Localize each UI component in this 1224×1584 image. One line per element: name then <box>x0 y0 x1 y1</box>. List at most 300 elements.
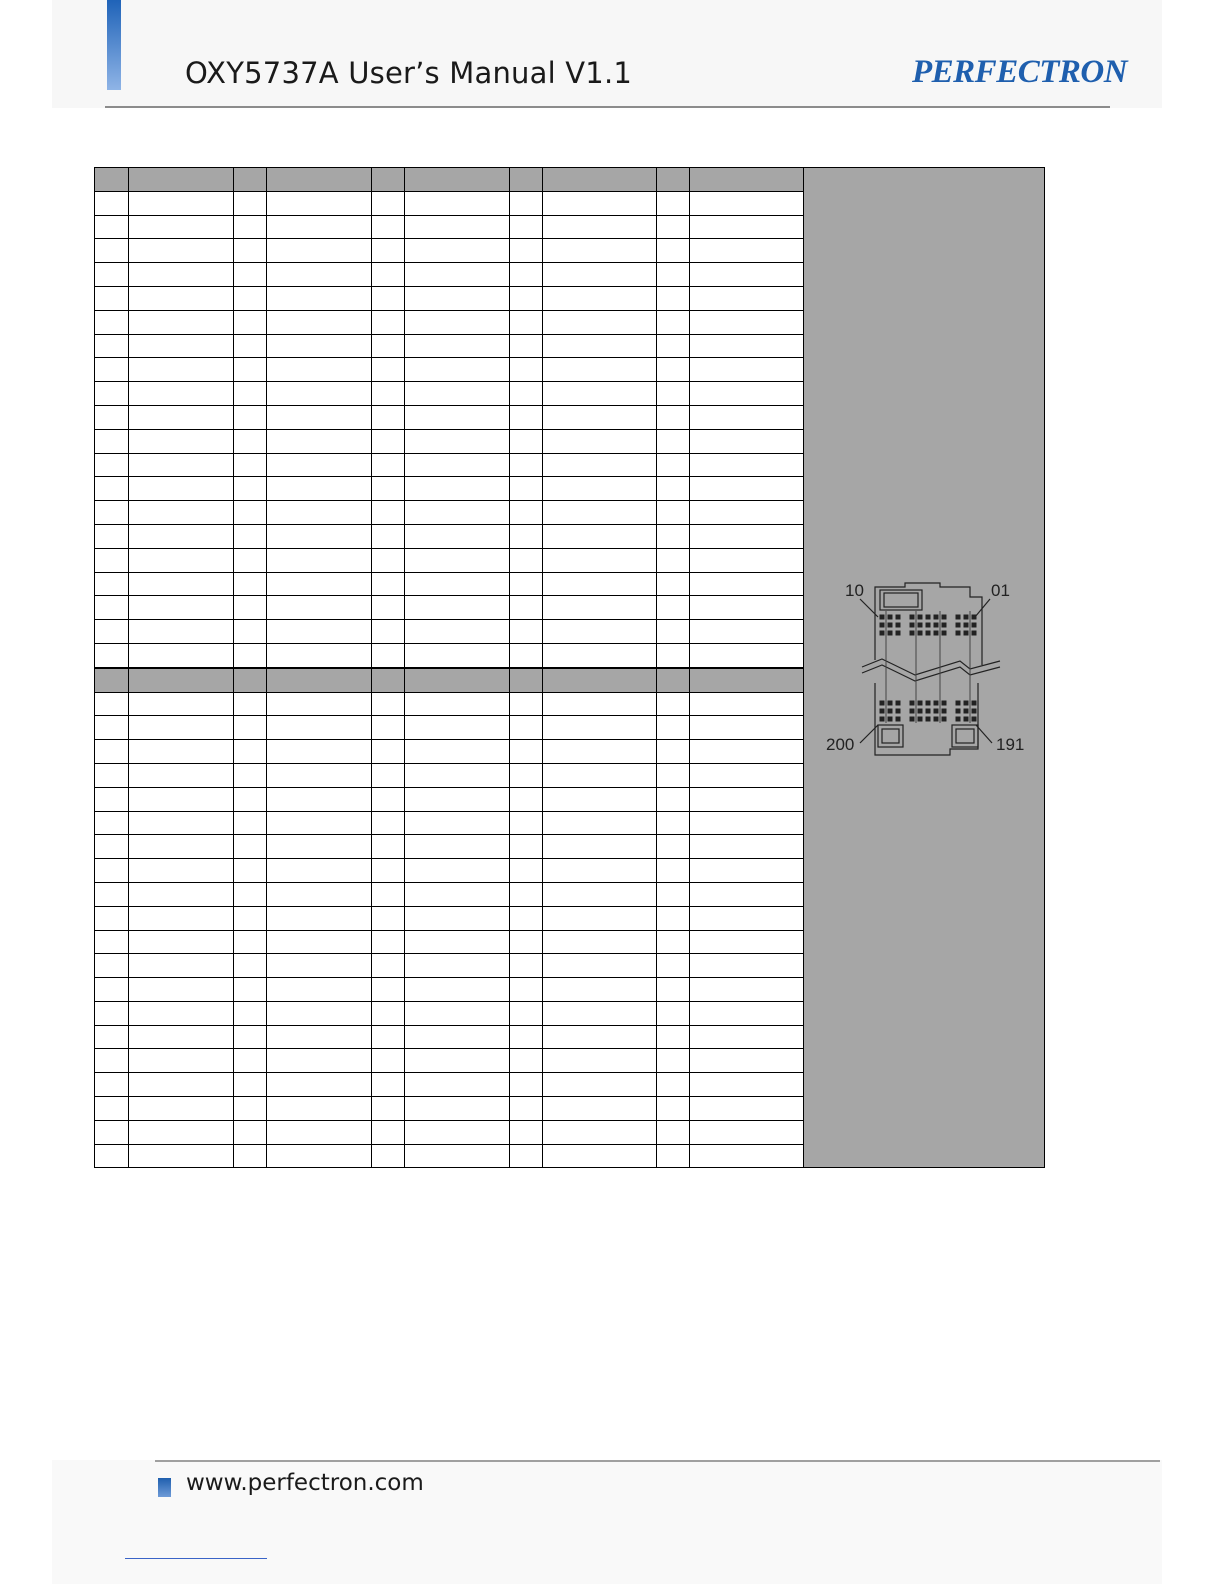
table-cell <box>543 168 657 192</box>
table-cell <box>95 1073 129 1097</box>
table-cell <box>405 1120 510 1144</box>
table-cell <box>690 405 804 429</box>
table-cell <box>657 548 690 572</box>
table-cell <box>510 572 543 596</box>
table-cell <box>510 1073 543 1097</box>
table-cell <box>372 668 405 692</box>
table-cell <box>95 1144 129 1168</box>
table-cell <box>510 524 543 548</box>
table-cell <box>129 405 234 429</box>
table-cell <box>267 763 372 787</box>
table-cell <box>510 1120 543 1144</box>
table-cell <box>657 978 690 1002</box>
table-cell <box>657 787 690 811</box>
table-cell <box>510 763 543 787</box>
table-cell <box>657 763 690 787</box>
table-cell <box>267 286 372 310</box>
table-cell <box>267 740 372 764</box>
table-cell <box>234 572 267 596</box>
table-cell <box>657 930 690 954</box>
footer-link-underline <box>125 1558 267 1559</box>
connector-pin <box>910 631 915 636</box>
table-cell <box>405 263 510 287</box>
table-cell <box>95 811 129 835</box>
table-cell <box>510 811 543 835</box>
connector-pin <box>956 701 961 706</box>
table-cell <box>510 859 543 883</box>
table-cell <box>657 1097 690 1121</box>
table-cell <box>543 930 657 954</box>
table-cell <box>405 548 510 572</box>
connector-outline <box>860 583 1000 755</box>
table-cell <box>267 716 372 740</box>
table-cell <box>372 334 405 358</box>
table-cell <box>543 1097 657 1121</box>
table-cell <box>543 859 657 883</box>
table-cell <box>372 1001 405 1025</box>
table-cell <box>129 215 234 239</box>
table-cell <box>543 954 657 978</box>
connector-pin <box>896 717 901 722</box>
footer-divider <box>155 1460 1160 1462</box>
connector-pin <box>880 615 885 620</box>
table-cell <box>690 668 804 692</box>
table-cell <box>690 763 804 787</box>
table-cell <box>510 215 543 239</box>
table-cell <box>267 1073 372 1097</box>
connector-pin <box>972 623 977 628</box>
table-cell <box>372 596 405 620</box>
table-cell <box>95 1049 129 1073</box>
connector-pin <box>964 623 969 628</box>
table-cell <box>543 643 657 667</box>
table-cell <box>690 1120 804 1144</box>
table-cell <box>129 453 234 477</box>
table-cell <box>95 215 129 239</box>
table-cell <box>543 358 657 382</box>
table-cell <box>267 906 372 930</box>
connector-pin <box>934 709 939 714</box>
table-cell <box>234 978 267 1002</box>
table-cell <box>95 787 129 811</box>
connector-pin <box>880 709 885 714</box>
table-cell <box>129 787 234 811</box>
connector-pin <box>926 701 931 706</box>
table-cell <box>543 811 657 835</box>
table-cell <box>95 859 129 883</box>
table-cell <box>234 1073 267 1097</box>
table-cell <box>657 286 690 310</box>
table-cell <box>543 405 657 429</box>
table-cell <box>543 763 657 787</box>
table-cell <box>510 1049 543 1073</box>
table-cell <box>95 906 129 930</box>
table-cell <box>234 191 267 215</box>
table-cell <box>267 1049 372 1073</box>
table-cell <box>234 310 267 334</box>
table-cell <box>657 215 690 239</box>
table-cell <box>657 692 690 716</box>
table-cell <box>690 1144 804 1168</box>
table-cell <box>510 1097 543 1121</box>
table-cell <box>657 263 690 287</box>
table-cell <box>267 1097 372 1121</box>
table-cell <box>129 716 234 740</box>
connector-pin <box>956 615 961 620</box>
table-cell <box>690 620 804 644</box>
table-cell <box>129 1001 234 1025</box>
table-cell <box>372 763 405 787</box>
table-cell <box>690 310 804 334</box>
table-cell <box>543 620 657 644</box>
connector-pin <box>918 623 923 628</box>
table-cell <box>510 1025 543 1049</box>
table-cell <box>543 882 657 906</box>
pin-label-bottom-right: 191 <box>996 735 1025 754</box>
table-cell <box>510 239 543 263</box>
table-cell <box>543 1144 657 1168</box>
table-cell <box>543 453 657 477</box>
connector-pin <box>880 623 885 628</box>
table-cell <box>95 524 129 548</box>
table-cell <box>510 882 543 906</box>
table-cell <box>510 263 543 287</box>
table-cell <box>405 954 510 978</box>
table-cell <box>657 1025 690 1049</box>
table-cell <box>234 1144 267 1168</box>
table-cell <box>129 382 234 406</box>
table-cell <box>510 358 543 382</box>
connector-pin <box>888 717 893 722</box>
table-cell <box>372 382 405 406</box>
table-cell <box>129 835 234 859</box>
table-cell <box>405 692 510 716</box>
table-cell <box>690 168 804 192</box>
table-cell <box>95 548 129 572</box>
table-cell <box>129 263 234 287</box>
table-cell <box>405 168 510 192</box>
table-cell <box>372 477 405 501</box>
table-cell <box>405 239 510 263</box>
connector-pin <box>964 717 969 722</box>
table-cell <box>543 191 657 215</box>
table-cell <box>510 310 543 334</box>
table-cell <box>510 501 543 525</box>
table-cell <box>372 358 405 382</box>
table-cell <box>129 501 234 525</box>
table-cell <box>510 191 543 215</box>
table-cell <box>267 811 372 835</box>
table-cell <box>690 882 804 906</box>
table-cell <box>510 477 543 501</box>
table-cell <box>234 906 267 930</box>
table-cell <box>234 263 267 287</box>
table-cell <box>405 811 510 835</box>
table-cell <box>690 453 804 477</box>
table-cell <box>372 524 405 548</box>
table-cell <box>372 548 405 572</box>
table-cell <box>267 405 372 429</box>
connector-pin <box>942 631 947 636</box>
table-cell <box>543 548 657 572</box>
connector-pin <box>926 709 931 714</box>
table-cell <box>372 978 405 1002</box>
table-cell <box>129 1120 234 1144</box>
table-cell <box>405 405 510 429</box>
table-cell <box>405 1025 510 1049</box>
table-cell <box>510 453 543 477</box>
perfectron-logo: PERFECTRON <box>912 54 1128 90</box>
table-cell <box>95 1025 129 1049</box>
table-cell <box>129 954 234 978</box>
table-cell <box>690 358 804 382</box>
table-cell <box>129 548 234 572</box>
table-cell <box>405 978 510 1002</box>
connector-pin <box>972 701 977 706</box>
table-cell <box>129 477 234 501</box>
table-cell <box>95 572 129 596</box>
table-cell <box>95 382 129 406</box>
table-cell <box>510 930 543 954</box>
table-cell <box>690 978 804 1002</box>
table-cell <box>234 477 267 501</box>
table-cell <box>543 1001 657 1025</box>
table-cell <box>129 1144 234 1168</box>
connector-pin <box>888 701 893 706</box>
table-cell <box>405 358 510 382</box>
table-cell <box>95 930 129 954</box>
connector-pin <box>964 701 969 706</box>
connector-pin <box>964 709 969 714</box>
table-cell <box>95 239 129 263</box>
table-cell <box>405 310 510 334</box>
connector-pin <box>964 631 969 636</box>
table-cell <box>267 310 372 334</box>
connector-pin <box>926 615 931 620</box>
table-cell <box>372 811 405 835</box>
table-cell <box>405 1073 510 1097</box>
table-cell <box>234 334 267 358</box>
connector-pin <box>942 717 947 722</box>
connector-pin <box>926 623 931 628</box>
table-cell <box>543 310 657 334</box>
table-cell <box>267 787 372 811</box>
table-cell <box>372 1144 405 1168</box>
table-cell <box>690 239 804 263</box>
table-cell <box>510 382 543 406</box>
connector-pin <box>888 623 893 628</box>
table-cell <box>405 334 510 358</box>
table-cell <box>657 501 690 525</box>
table-cell <box>267 692 372 716</box>
table-cell <box>657 334 690 358</box>
table-cell <box>372 787 405 811</box>
table-cell <box>129 168 234 192</box>
table-cell <box>510 643 543 667</box>
table-cell <box>405 572 510 596</box>
table-cell <box>129 596 234 620</box>
table-cell <box>267 453 372 477</box>
table-cell <box>510 1144 543 1168</box>
table-cell <box>95 668 129 692</box>
table-cell <box>267 358 372 382</box>
table-cell <box>234 405 267 429</box>
table-cell <box>657 191 690 215</box>
table-cell <box>657 835 690 859</box>
table-cell <box>95 835 129 859</box>
table-cell <box>234 501 267 525</box>
table-cell <box>543 906 657 930</box>
table-cell <box>372 572 405 596</box>
table-cell <box>657 358 690 382</box>
table-cell <box>405 501 510 525</box>
table-cell <box>234 763 267 787</box>
table-cell <box>405 382 510 406</box>
table-cell <box>234 668 267 692</box>
table-cell <box>510 978 543 1002</box>
table-cell <box>267 859 372 883</box>
table-cell <box>372 1120 405 1144</box>
table-cell <box>510 286 543 310</box>
table-cell <box>690 501 804 525</box>
table-cell <box>267 835 372 859</box>
table-cell <box>510 429 543 453</box>
table-cell <box>690 859 804 883</box>
table-cell <box>234 882 267 906</box>
connector-pin <box>918 615 923 620</box>
table-cell <box>372 882 405 906</box>
table-cell <box>543 740 657 764</box>
table-cell <box>372 643 405 667</box>
connector-pin <box>934 631 939 636</box>
table-cell <box>543 1073 657 1097</box>
table-cell <box>129 429 234 453</box>
table-cell <box>267 168 372 192</box>
table-cell <box>95 477 129 501</box>
table-cell <box>372 310 405 334</box>
table-cell <box>372 740 405 764</box>
table-cell <box>405 1049 510 1073</box>
table-cell <box>95 596 129 620</box>
table-cell <box>95 263 129 287</box>
connector-pin <box>896 701 901 706</box>
table-cell <box>510 954 543 978</box>
table-cell <box>129 239 234 263</box>
table-cell <box>267 429 372 453</box>
table-cell <box>234 835 267 859</box>
table-cell <box>234 1120 267 1144</box>
connector-pin <box>942 615 947 620</box>
table-cell <box>690 596 804 620</box>
table-cell <box>267 978 372 1002</box>
table-cell <box>657 954 690 978</box>
table-cell <box>657 620 690 644</box>
table-cell <box>405 906 510 930</box>
table-cell <box>129 310 234 334</box>
connector-pin <box>956 623 961 628</box>
table-cell <box>690 716 804 740</box>
table-cell <box>267 548 372 572</box>
table-cell <box>690 548 804 572</box>
table-cell <box>690 263 804 287</box>
table-cell <box>405 882 510 906</box>
table-cell <box>657 643 690 667</box>
pin-label-top-right: 01 <box>991 581 1010 600</box>
table-cell <box>510 334 543 358</box>
table-cell <box>234 239 267 263</box>
table-cell <box>267 1001 372 1025</box>
connector-pin <box>972 717 977 722</box>
table-cell <box>543 668 657 692</box>
connector-pin <box>918 709 923 714</box>
table-cell <box>372 859 405 883</box>
table-cell <box>690 1073 804 1097</box>
table-cell <box>543 501 657 525</box>
table-cell <box>543 477 657 501</box>
table-cell <box>405 1144 510 1168</box>
table-cell <box>543 1025 657 1049</box>
table-cell <box>95 1097 129 1121</box>
table-cell <box>510 692 543 716</box>
table-cell <box>95 501 129 525</box>
table-cell <box>405 596 510 620</box>
table-cell <box>690 692 804 716</box>
table-cell <box>690 429 804 453</box>
table-cell <box>234 358 267 382</box>
table-cell <box>267 191 372 215</box>
table-cell <box>129 620 234 644</box>
footer-bullet-icon <box>158 1478 171 1497</box>
table-cell <box>267 1025 372 1049</box>
table-cell <box>95 740 129 764</box>
table-cell <box>657 524 690 548</box>
connector-pin <box>910 615 915 620</box>
connector-pin <box>880 701 885 706</box>
table-cell <box>372 1097 405 1121</box>
connector-pin <box>918 631 923 636</box>
table-cell <box>129 906 234 930</box>
table-cell <box>372 1025 405 1049</box>
table-cell <box>95 716 129 740</box>
table-cell <box>405 740 510 764</box>
connector-diagram <box>820 575 1030 765</box>
table-cell <box>657 310 690 334</box>
table-cell <box>657 668 690 692</box>
table-cell <box>543 835 657 859</box>
footer-website-link[interactable]: www.perfectron.com <box>186 1470 424 1496</box>
table-cell <box>690 1049 804 1073</box>
table-cell <box>95 191 129 215</box>
connector-pin <box>910 709 915 714</box>
table-cell <box>543 572 657 596</box>
table-cell <box>543 215 657 239</box>
table-cell <box>657 382 690 406</box>
table-cell <box>657 1001 690 1025</box>
table-cell <box>372 906 405 930</box>
table-cell <box>690 524 804 548</box>
table-cell <box>690 1025 804 1049</box>
table-cell <box>657 168 690 192</box>
table-cell <box>267 382 372 406</box>
table-cell <box>510 596 543 620</box>
connector-pin <box>896 709 901 714</box>
table-cell <box>95 405 129 429</box>
connector-pin <box>888 631 893 636</box>
table-cell <box>267 954 372 978</box>
table-cell <box>690 191 804 215</box>
table-cell <box>95 334 129 358</box>
table-cell <box>95 453 129 477</box>
